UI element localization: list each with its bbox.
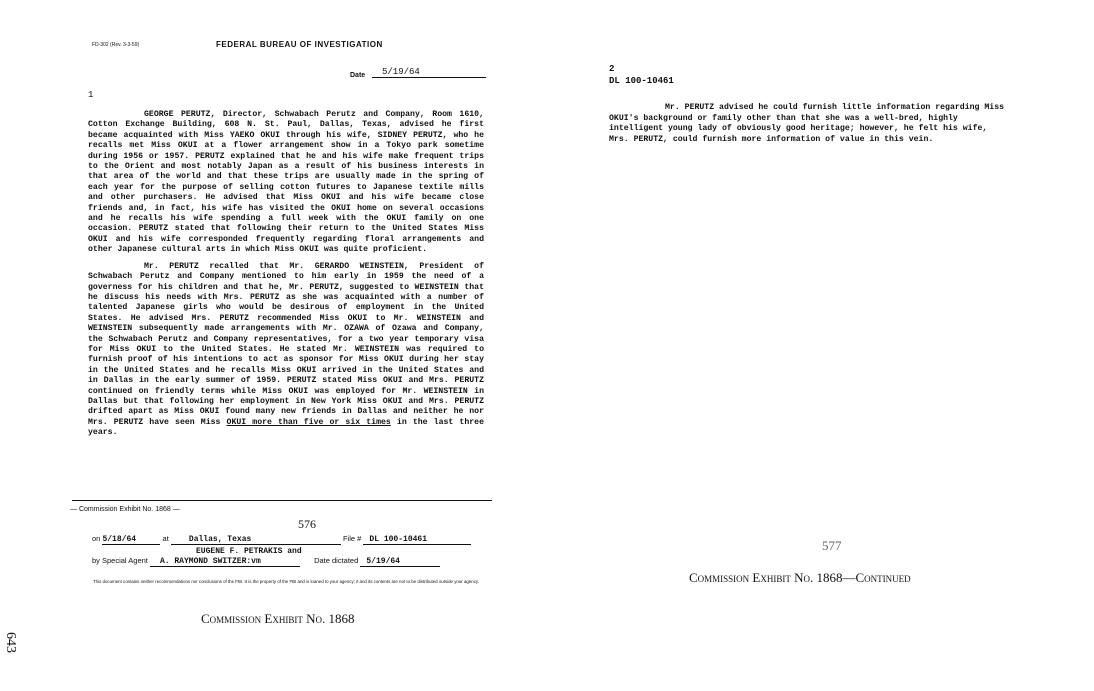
volume-page-number: 643 [3, 632, 18, 653]
separator-line [72, 500, 492, 501]
on-row [92, 534, 471, 545]
caption-left-text: Commission Exhibit No. 1868 [201, 611, 355, 626]
exhibit-caption-left [201, 611, 355, 627]
dictated-value: 5/19/64 [360, 557, 440, 567]
on-label: on [92, 534, 101, 543]
disclaimer: This document contains neither recommendations nor conclusions of the FBI. It is the property of the FBI and is loaned to your agency; it and its contents are not to be distributed outside your agency. [93, 579, 480, 584]
underlined-phrase: OKUI more than five or six times [226, 417, 391, 427]
date-value: 5/19/64 [372, 67, 486, 78]
page-number-2: 2 [609, 64, 615, 74]
date-label: Date [350, 72, 366, 79]
agent-line-1 [196, 546, 302, 556]
exhibit-caption-right [689, 570, 911, 586]
at-value: Dallas, Texas [171, 535, 341, 545]
agent-label: by Special Agent [92, 556, 148, 565]
paragraph-2 [88, 262, 484, 439]
continuation-body [609, 103, 1009, 145]
agent-name-1: EUGENE F. PETRAKIS and [196, 547, 302, 556]
dictated-label: Date dictated [314, 556, 359, 565]
paragraph-2-text: Mr. PERUTZ recalled that Mr. GERARDO WEINSTEIN, President of Schwabach Perutz and Company mentioned to him early in 1959 the need of a governess for his children and that he, Mr. PERUTZ, suggested to WEINSTEIN that he discuss his needs with Mrs. PERUTZ as she was acquainted with a number of talented Japanese girls who would be desirous of employment in the United States. He advised Mrs. PERUTZ recommended Miss OKUI to Mr. WEINSTEIN and WEINSTEIN subsequently made arrangements with Mr. OZAWA of Ozawa and Company, the Schwabach Perutz and Company representatives, for a two year temporary visa for Miss OKUI to the United States. He stated Mr. WEINSTEIN was required to furnish proof of his intentions to act as sponsor for Miss OKUI during her stay in the United States and he recalls Miss OKUI arrived in the United States and in Dallas in the early summer of 1959. PERUTZ stated Miss OKUI and Mrs. PERUTZ continued on friendly terms while Miss OKUI was employed for Mr. WEINSTEIN in Dallas but that following her employment in New York Miss OKUI and Mrs. PERUTZ drifted apart as Miss OKUI found many new friends in Dallas and neither he nor Mrs. PERUTZ have seen Miss [88, 261, 484, 427]
page-number-1: 1 [88, 90, 94, 100]
handwritten-page-577: 577 [822, 538, 842, 553]
exhibit-label-small: — Commission Exhibit No. 1868 — [70, 506, 180, 513]
at-label: at [162, 534, 169, 543]
on-value: 5/18/64 [102, 535, 160, 545]
handwritten-page-576: 576 [298, 517, 316, 531]
file-label: File # [342, 534, 362, 543]
file-number-right: DL 100-10461 [609, 76, 674, 86]
file-value: DL 100-10461 [363, 535, 471, 545]
agent-name-2: A. RAYMOND SWITZER:vm [150, 557, 300, 567]
paragraph-1: GEORGE PERUTZ, Director, Schwabach Perutz and Company, Room 1610, Cotton Exchange Building, 608 N. St. Paul, Dallas, Texas, advised he first became acquainted with Miss YAEKO OKUI through his wife, SIDNEY PERUTZ, who he recalls met Miss OKUI at a flower arrangement show in a Tokyo park sometime during 1956 or 1957. PERUTZ explained that he and his wife make frequent trips to the Orient and most notably Japan as a result of his business interests in that area of the world and that these trips are usually made in the spring of each year for the purpose of selling cotton futures to Japanese textile mills and other purchasers. He advised that Miss OKUI and his wife became close friends and, in fact, his wife has visited the OKUI home on several occasions and he recalls his wife spending a full week with the OKUI family on one occasion. PERUTZ stated that following their return to the United States Miss OKUI and his wife corresponded frequently regarding floral arrangements and other Japanese cultural arts in which Miss OKUI was quite proficient. [88, 110, 484, 255]
form-number: FD-302 (Rev. 3-3-59) [92, 42, 140, 48]
caption-right-text: Commission Exhibit No. 1868—Continued [689, 570, 911, 585]
interview-body [88, 110, 484, 445]
paragraph-2-end: in the last three years. [88, 417, 484, 438]
agency-header: FEDERAL BUREAU OF INVESTIGATION [216, 40, 383, 49]
agent-row [92, 556, 440, 567]
continuation-paragraph: Mr. PERUTZ advised he could furnish little information regarding Miss OKUI's background or family other than that she was a well-bred, highly intelligent young lady of obviously good heritage; however, he felt his wife, Mrs. PERUTZ, could furnish more information of value in this vein. [609, 103, 1005, 144]
